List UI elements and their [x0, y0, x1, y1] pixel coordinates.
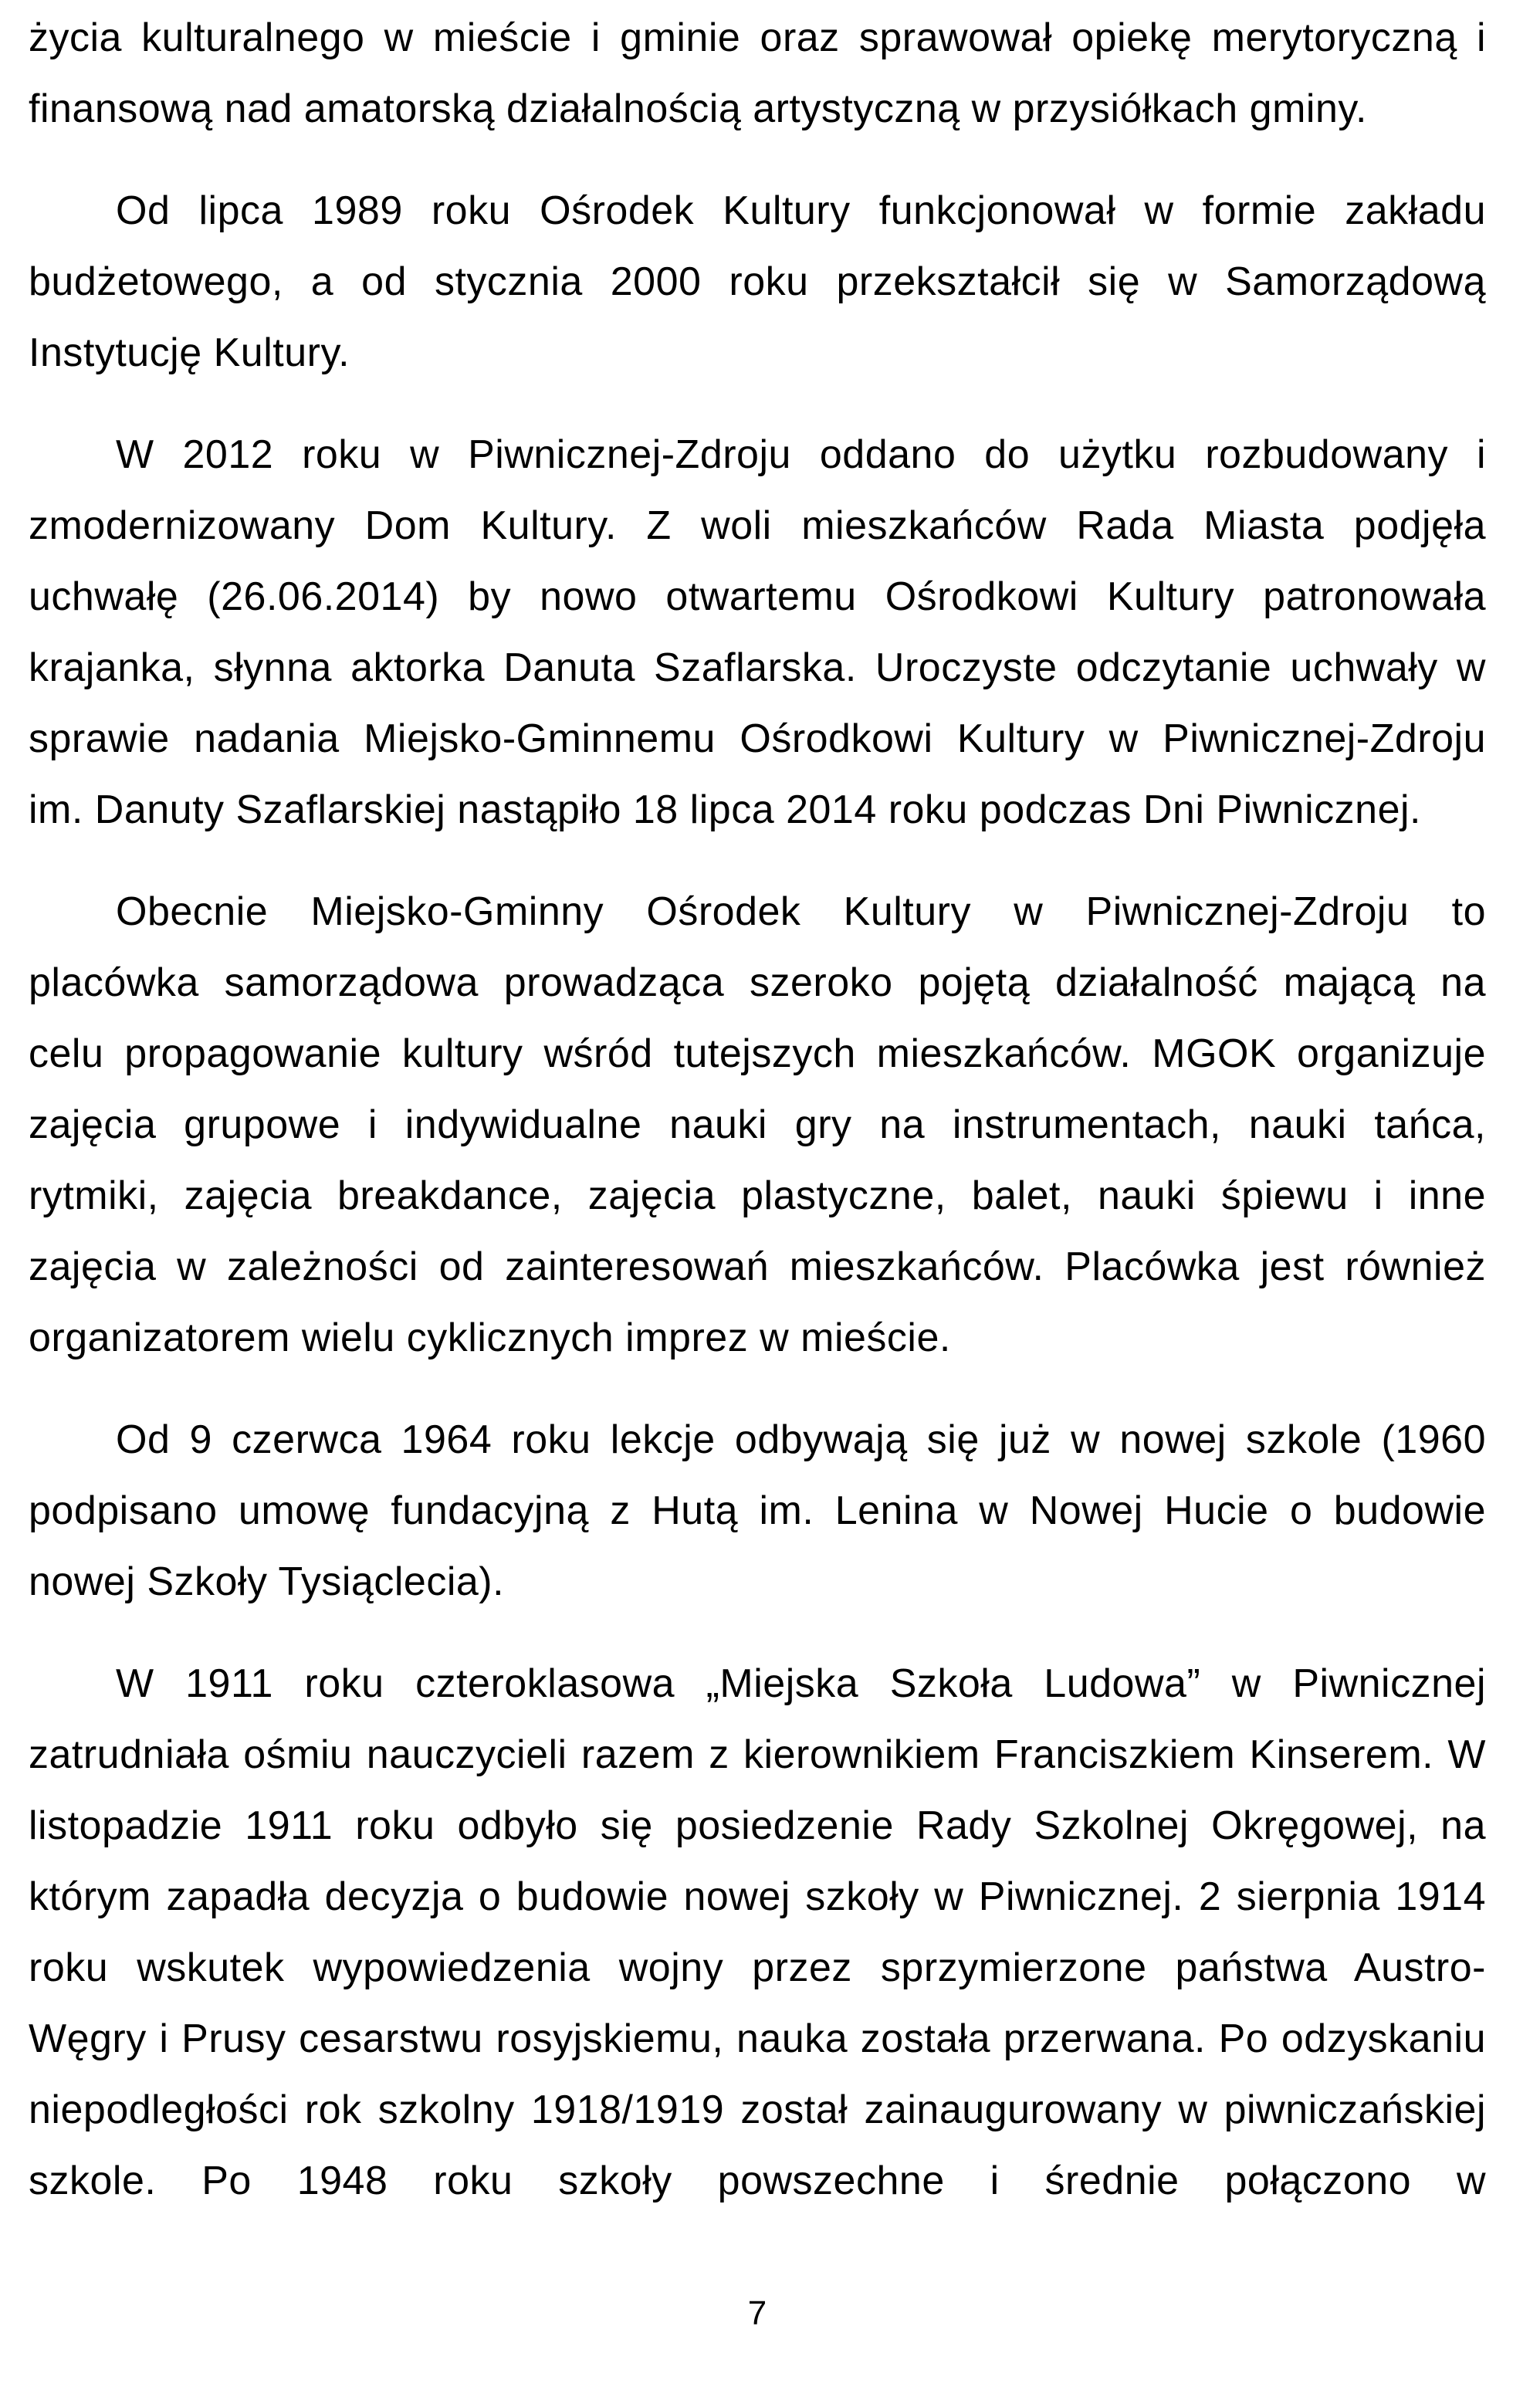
text-line: zatrudniała ośmiu nauczycieli razem z kierownikiem Franciszkiem Kinserem. W: [29, 1732, 1486, 1777]
text-line: Instytucję Kultury.: [29, 330, 350, 375]
paragraph: [29, 419, 1486, 845]
text-line: rytmiki, zajęcia breakdance, zajęcia plastyczne, balet, nauki śpiewu i inne: [29, 1173, 1486, 1218]
text-line: podpisano umowę fundacyjną z Hutą im. Lenina w Nowej Hucie o budowie: [29, 1488, 1486, 1533]
text-line: W 2012 roku w Piwnicznej-Zdroju oddano do użytku rozbudowany i: [116, 432, 1486, 477]
text-line: szkole. Po 1948 roku szkoły powszechne i średnie połączono w: [29, 2158, 1486, 2203]
paragraph: [29, 175, 1486, 388]
text-line: Węgry i Prusy cesarstwu rosyjskiemu, nauka została przerwana. Po odzyskaniu: [29, 2016, 1486, 2061]
paragraph: [29, 1404, 1486, 1617]
paragraph: [29, 1648, 1486, 2216]
text-line: którym zapadła decyzja o budowie nowej szkoły w Piwnicznej. 2 sierpnia 1914: [29, 1874, 1486, 1919]
text-line: niepodległości rok szkolny 1918/1919 został zainaugurowany w piwniczańskiej: [29, 2087, 1486, 2132]
text-line: budżetowego, a od stycznia 2000 roku przekształcił się w Samorządową: [29, 259, 1486, 304]
text-line: sprawie nadania Miejsko-Gminnemu Ośrodkowi Kultury w Piwnicznej-Zdroju: [29, 716, 1486, 761]
text-line: finansową nad amatorską działalnością artystyczną w przysiółkach gminy.: [29, 86, 1367, 131]
text-line: uchwałę (26.06.2014) by nowo otwartemu Ośrodkowi Kultury patronowała: [29, 574, 1486, 619]
text-line: zajęcia grupowe i indywidualne nauki gry na instrumentach, nauki tańca,: [29, 1102, 1486, 1147]
text-line: zmodernizowany Dom Kultury. Z woli mieszkańców Rada Miasta podjęła: [29, 503, 1486, 548]
text-line: im. Danuty Szaflarskiej nastąpiło 18 lipca 2014 roku podczas Dni Piwnicznej.: [29, 787, 1421, 832]
text-line: placówka samorządowa prowadząca szeroko pojętą działalność mającą na: [29, 960, 1486, 1005]
text-line: celu propagowanie kultury wśród tutejszych mieszkańców. MGOK organizuje: [29, 1031, 1486, 1076]
text-line: organizatorem wielu cyklicznych imprez w mieście.: [29, 1315, 951, 1360]
page-number: 7: [747, 2294, 767, 2332]
text-line: Obecnie Miejsko-Gminny Ośrodek Kultury w Piwnicznej-Zdroju to: [116, 889, 1486, 934]
document-body: [29, 2, 1486, 2216]
text-line: Od 9 czerwca 1964 roku lekcje odbywają się już w nowej szkole (1960: [116, 1417, 1486, 1462]
paragraph: [29, 2, 1486, 144]
text-line: zajęcia w zależności od zainteresowań mieszkańców. Placówka jest również: [29, 1244, 1486, 1289]
text-line: nowej Szkoły Tysiąclecia).: [29, 1559, 505, 1604]
text-line: życia kulturalnego w mieście i gminie oraz sprawował opiekę merytoryczną i: [29, 15, 1486, 60]
text-line: W 1911 roku czteroklasowa „Miejska Szkoła Ludowa” w Piwnicznej: [116, 1661, 1486, 1706]
text-line: listopadzie 1911 roku odbyło się posiedzenie Rady Szkolnej Okręgowej, na: [29, 1803, 1486, 1848]
text-line: krajanka, słynna aktorka Danuta Szaflarska. Uroczyste odczytanie uchwały w: [29, 645, 1486, 690]
paragraph: [29, 876, 1486, 1373]
text-line: roku wskutek wypowiedzenia wojny przez sprzymierzone państwa Austro-: [29, 1945, 1486, 1990]
text-line: Od lipca 1989 roku Ośrodek Kultury funkcjonował w formie zakładu: [116, 188, 1486, 233]
